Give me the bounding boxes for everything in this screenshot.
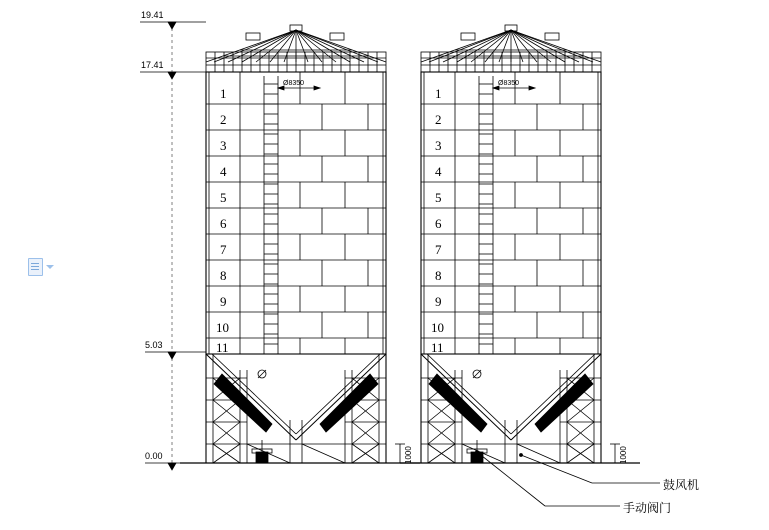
silo-left-ring-number: 4 [220, 164, 227, 179]
silo-left-ring-number: 3 [220, 138, 227, 153]
chevron-down-icon[interactable] [46, 265, 54, 269]
silo-right-ring-number: 5 [435, 190, 442, 205]
silo-left-hopper [206, 354, 386, 440]
silo-left-ring-number: 1 [220, 86, 227, 101]
silo-left-shell [206, 72, 386, 354]
callout-leaders [476, 451, 661, 507]
silo-right-ring-number: 4 [435, 164, 442, 179]
elevation-label-5-03: 5.03 [145, 340, 163, 350]
silo-right-base-dimension-label: 1000 [619, 446, 628, 464]
silo-right-diameter-label: Ø8350 [498, 80, 520, 87]
elevation-label-0-00: 0.00 [145, 451, 163, 461]
silo-left-diameter-label: Ø8350 [283, 80, 305, 87]
elevation-label-19-41: 19.41 [141, 10, 164, 20]
silo-right-ring-number: 1 [435, 86, 442, 101]
silo-right-ring-number: 8 [435, 268, 442, 283]
silo-right-hopper [421, 354, 601, 440]
silo-left-base-dimension-label: 1000 [404, 446, 413, 464]
silo-left-ring-number: 2 [220, 112, 227, 127]
silo-left [180, 25, 420, 463]
silo-left-ring-number: 5 [220, 190, 227, 205]
silo-left-ring-number: 11 [216, 340, 229, 355]
elevation-markers [140, 22, 206, 470]
document-badge[interactable] [28, 256, 58, 278]
silo-left-ring-number: 10 [216, 320, 229, 335]
silo-right-top-railing [421, 52, 601, 72]
silo-right-ring-number: 7 [435, 242, 442, 257]
document-icon [28, 258, 43, 276]
silo-right-ring-number: 10 [431, 320, 444, 335]
silo-right-ring-number: 11 [431, 340, 444, 355]
silo-right-ring-number: 6 [435, 216, 442, 231]
elevation-label-17-41: 17.41 [141, 60, 164, 70]
silo-left-support-structure [180, 354, 420, 463]
silo-right-ring-number: 9 [435, 294, 442, 309]
silo-right-shell [421, 72, 601, 354]
silo-right-ring-number: 3 [435, 138, 442, 153]
callout-blower: 鼓风机 [663, 478, 700, 492]
callout-manual-valve: 手动阀门 [623, 501, 672, 515]
silo-left-ring-number: 6 [220, 216, 227, 231]
silo-left-ring-number: 8 [220, 268, 227, 283]
silo-left-top-railing [206, 52, 386, 72]
silo-left-ring-number: 7 [220, 242, 227, 257]
silo-right-ring-number: 2 [435, 112, 442, 127]
silo-right-support-structure [400, 354, 640, 463]
silo-left-ring-number: 9 [220, 294, 227, 309]
silo-left-base-equipment [252, 440, 272, 463]
